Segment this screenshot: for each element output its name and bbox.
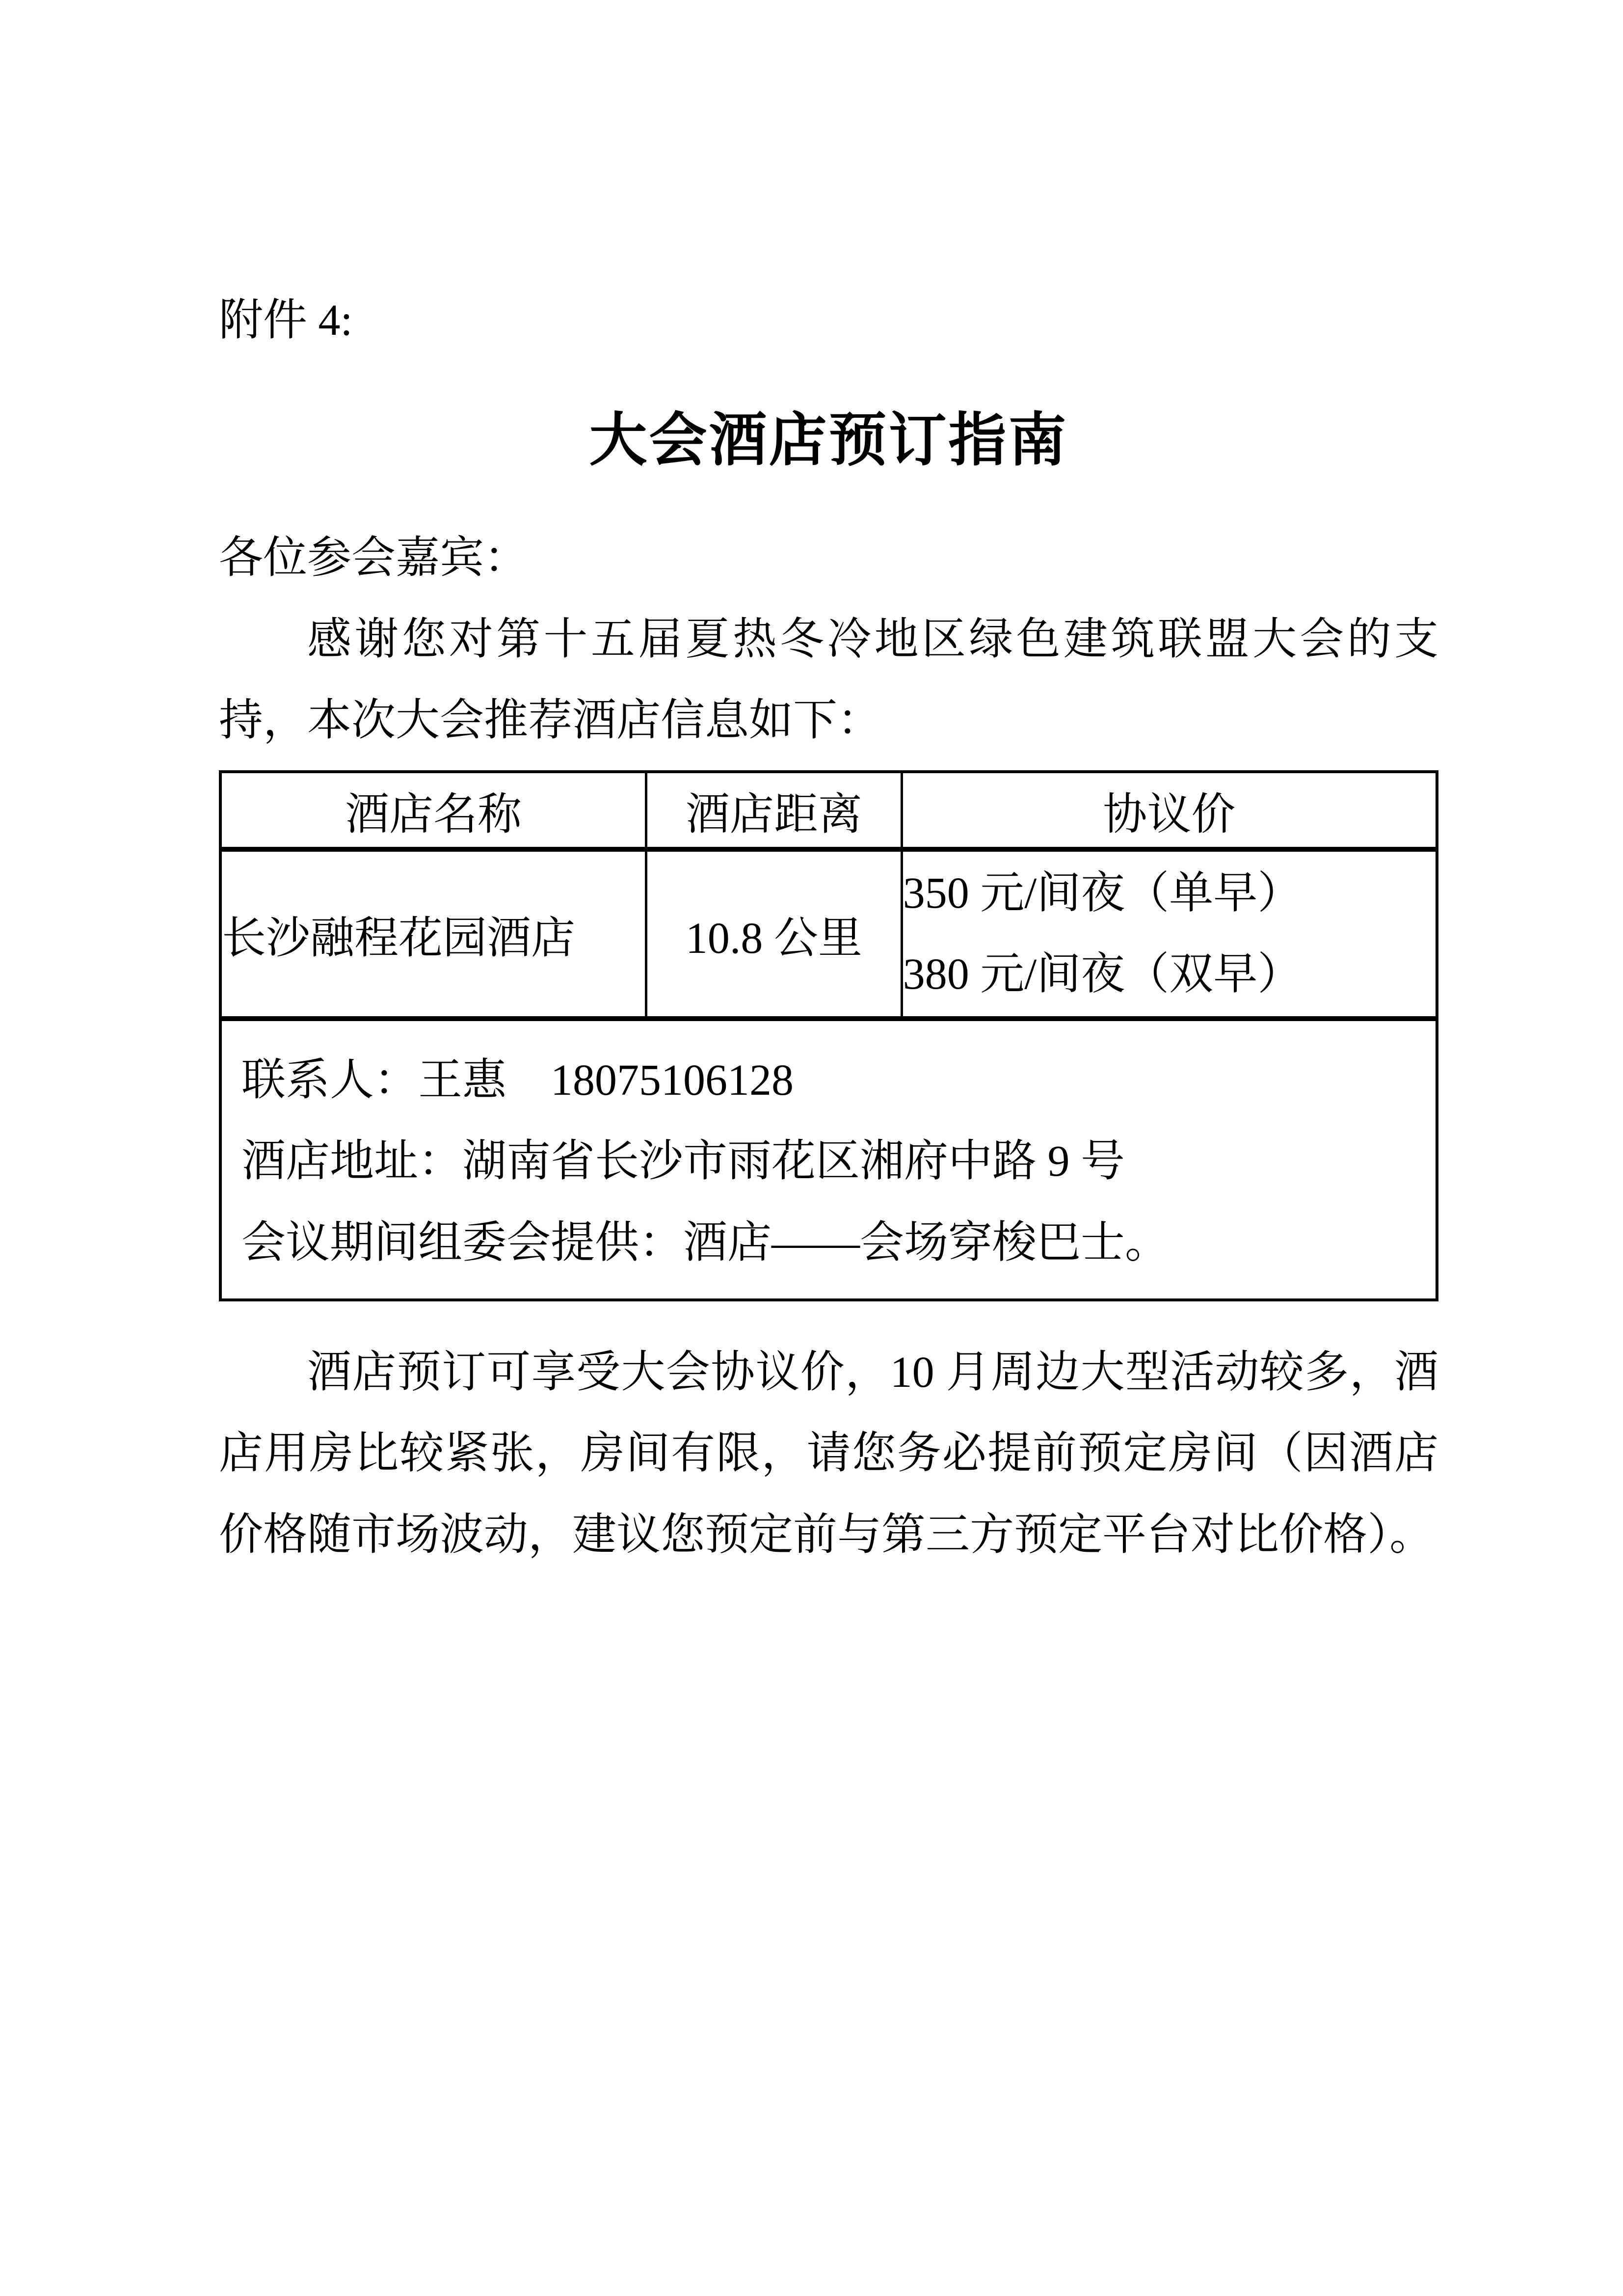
cell-agreement-price	[902, 849, 1437, 1019]
salutation-line: 各位参会嘉宾：	[219, 533, 528, 582]
header-cell-hotel-name: 酒店名称	[220, 772, 646, 849]
intro-paragraph: 感谢您对第十五届夏热冬冷地区绿色建筑联盟大会的支持，本次大会推荐酒店信息如下：	[219, 615, 1438, 745]
header-cell-hotel-distance: 酒店距离	[646, 772, 902, 849]
header-cell-agreement-price: 协议价	[902, 772, 1437, 849]
hotel-info-table	[219, 770, 1438, 1301]
address-line: 酒店地址：湖南省长沙市雨花区湘府中路 9 号	[241, 1137, 1125, 1186]
hotel-data-row	[220, 849, 1437, 1019]
price-single-breakfast: 350 元/间夜（单早）	[903, 868, 1302, 918]
price-double-breakfast: 380 元/间夜（双早）	[903, 950, 1302, 999]
table-notes-row	[220, 1019, 1437, 1300]
closing-paragraph: 酒店预订可享受大会协议价，10 月周边大型活动较多，酒店用房比较紧张，房间有限，请您务必提前预定房间（因酒店价格随市场波动，建议您预定前与第三方预定平台对比价格）。	[219, 1348, 1438, 1559]
shuttle-line: 会议期间组委会提供：酒店——会场穿梭巴士。	[241, 1218, 1169, 1267]
cell-hotel-name: 长沙融程花园酒店	[220, 849, 646, 1019]
notes-cell	[220, 1019, 1437, 1300]
attachment-label: 附件 4:	[219, 296, 353, 345]
contact-line: 联系人：王惠 18075106128	[241, 1055, 794, 1105]
page-title: 大会酒店预订指南	[589, 408, 1068, 473]
cell-hotel-distance: 10.8 公里	[646, 849, 902, 1019]
table-header-row	[220, 772, 1437, 849]
